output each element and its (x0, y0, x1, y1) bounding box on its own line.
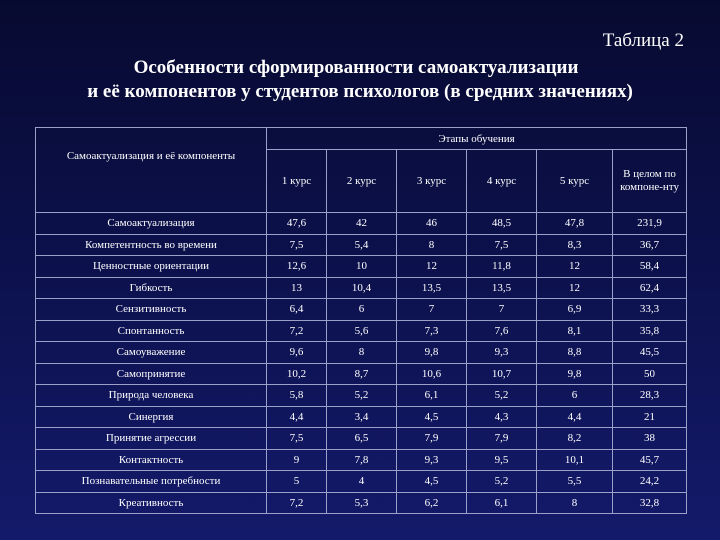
table-cell: 13,5 (397, 277, 467, 299)
column-header: В целом по компоне-нту (613, 150, 687, 213)
row-label: Самопринятие (36, 363, 267, 385)
column-header: 4 курс (467, 150, 537, 213)
table-row (36, 406, 687, 428)
header-row-columns (36, 150, 687, 213)
table-cell: 5,5 (537, 471, 613, 493)
table-cell: 4,3 (467, 406, 537, 428)
table-cell: 36,7 (613, 234, 687, 256)
table-cell: 32,8 (613, 492, 687, 514)
table-row (36, 299, 687, 321)
table-cell: 9,5 (467, 449, 537, 471)
row-label: Креативность (36, 492, 267, 514)
table-cell: 62,4 (613, 277, 687, 299)
table-cell: 47,6 (267, 213, 327, 235)
table-cell: 10,1 (537, 449, 613, 471)
table-cell: 6 (537, 385, 613, 407)
table-cell: 8,2 (537, 428, 613, 450)
table-cell: 9,3 (467, 342, 537, 364)
table-row (36, 213, 687, 235)
column-header: 3 курс (397, 150, 467, 213)
table-cell: 5,4 (327, 234, 397, 256)
table-cell: 10,7 (467, 363, 537, 385)
table-row (36, 471, 687, 493)
table-cell: 4,5 (397, 406, 467, 428)
table-cell: 8,1 (537, 320, 613, 342)
table-cell: 5,8 (267, 385, 327, 407)
table-cell: 6,9 (537, 299, 613, 321)
table-cell: 9,8 (537, 363, 613, 385)
table-cell: 35,8 (613, 320, 687, 342)
table-cell: 6,2 (397, 492, 467, 514)
table-cell: 45,7 (613, 449, 687, 471)
header-row-stages (36, 128, 687, 150)
table-cell: 6,1 (467, 492, 537, 514)
table-row (36, 385, 687, 407)
table-cell: 13,5 (467, 277, 537, 299)
table-cell: 9 (267, 449, 327, 471)
slide-title-line-2: и её компонентов у студентов психологов (в средних значениях) (87, 81, 633, 102)
table-cell: 42 (327, 213, 397, 235)
table-cell: 6,1 (397, 385, 467, 407)
table-row (36, 428, 687, 450)
stages-header: Этапы обучения (267, 128, 687, 150)
row-label: Компетентность во времени (36, 234, 267, 256)
table-cell: 6,5 (327, 428, 397, 450)
row-label: Самоактуализация (36, 213, 267, 235)
table-cell: 4,4 (267, 406, 327, 428)
table-cell: 7,6 (467, 320, 537, 342)
table-cell: 5,2 (467, 385, 537, 407)
table-row (36, 256, 687, 278)
row-label: Самоуважение (36, 342, 267, 364)
table-cell: 5 (267, 471, 327, 493)
table-cell: 7,5 (267, 234, 327, 256)
table-cell: 9,3 (397, 449, 467, 471)
table-cell: 7,2 (267, 320, 327, 342)
table-cell: 7,5 (267, 428, 327, 450)
table-cell: 13 (267, 277, 327, 299)
table-cell: 231,9 (613, 213, 687, 235)
table-label: Таблица 2 (602, 30, 684, 51)
table-cell: 28,3 (613, 385, 687, 407)
table-cell: 7,5 (467, 234, 537, 256)
table-cell: 5,3 (327, 492, 397, 514)
table-cell: 3,4 (327, 406, 397, 428)
table-cell: 5,2 (327, 385, 397, 407)
row-label: Гибкость (36, 277, 267, 299)
table-row (36, 234, 687, 256)
table-cell: 12,6 (267, 256, 327, 278)
table-row (36, 277, 687, 299)
column-header: 1 курс (267, 150, 327, 213)
table-cell: 12 (537, 256, 613, 278)
row-label: Ценностные ориентации (36, 256, 267, 278)
table-cell: 8 (397, 234, 467, 256)
table-row (36, 363, 687, 385)
row-label: Принятие агрессии (36, 428, 267, 450)
row-label: Сензитивность (36, 299, 267, 321)
table-cell: 9,6 (267, 342, 327, 364)
table-cell: 33,3 (613, 299, 687, 321)
table-cell: 7,3 (397, 320, 467, 342)
table-cell: 24,2 (613, 471, 687, 493)
row-header: Самоактуализация и её компоненты (36, 150, 267, 213)
table-cell: 46 (397, 213, 467, 235)
table-cell: 8,3 (537, 234, 613, 256)
table-cell: 5,2 (467, 471, 537, 493)
table-cell: 7 (397, 299, 467, 321)
row-label: Контактность (36, 449, 267, 471)
table-cell: 21 (613, 406, 687, 428)
table-cell: 8 (537, 492, 613, 514)
table-cell: 47,8 (537, 213, 613, 235)
table-cell: 8,7 (327, 363, 397, 385)
table-row (36, 320, 687, 342)
row-label: Природа человека (36, 385, 267, 407)
row-label: Спонтанность (36, 320, 267, 342)
table-cell: 45,5 (613, 342, 687, 364)
table-cell: 6,4 (267, 299, 327, 321)
row-label: Синергия (36, 406, 267, 428)
table-cell: 7 (467, 299, 537, 321)
table-cell: 5,6 (327, 320, 397, 342)
row-label: Познавательные потребности (36, 471, 267, 493)
table-cell: 9,8 (397, 342, 467, 364)
table-cell: 50 (613, 363, 687, 385)
table-row (36, 342, 687, 364)
table-cell: 8,8 (537, 342, 613, 364)
table-cell: 8 (327, 342, 397, 364)
table-row (36, 449, 687, 471)
table-cell: 12 (537, 277, 613, 299)
table-cell: 10 (327, 256, 397, 278)
table-cell: 4,4 (537, 406, 613, 428)
table-cell: 10,2 (267, 363, 327, 385)
table-cell: 48,5 (467, 213, 537, 235)
slide-title-line-1: Особенности сформированности самоактуализации (133, 57, 579, 78)
table-cell: 7,8 (327, 449, 397, 471)
table-cell: 7,9 (397, 428, 467, 450)
table-cell: 10,4 (327, 277, 397, 299)
header-empty-cell (36, 128, 267, 150)
column-header: 2 курс (327, 150, 397, 213)
table-row (36, 492, 687, 514)
table-cell: 11,8 (467, 256, 537, 278)
table-cell: 10,6 (397, 363, 467, 385)
table-cell: 4 (327, 471, 397, 493)
table-cell: 7,2 (267, 492, 327, 514)
table-cell: 4,5 (397, 471, 467, 493)
table-cell: 6 (327, 299, 397, 321)
table-cell: 7,9 (467, 428, 537, 450)
table-cell: 58,4 (613, 256, 687, 278)
results-table (35, 127, 687, 514)
table-cell: 12 (397, 256, 467, 278)
column-header: 5 курс (537, 150, 613, 213)
table-cell: 38 (613, 428, 687, 450)
